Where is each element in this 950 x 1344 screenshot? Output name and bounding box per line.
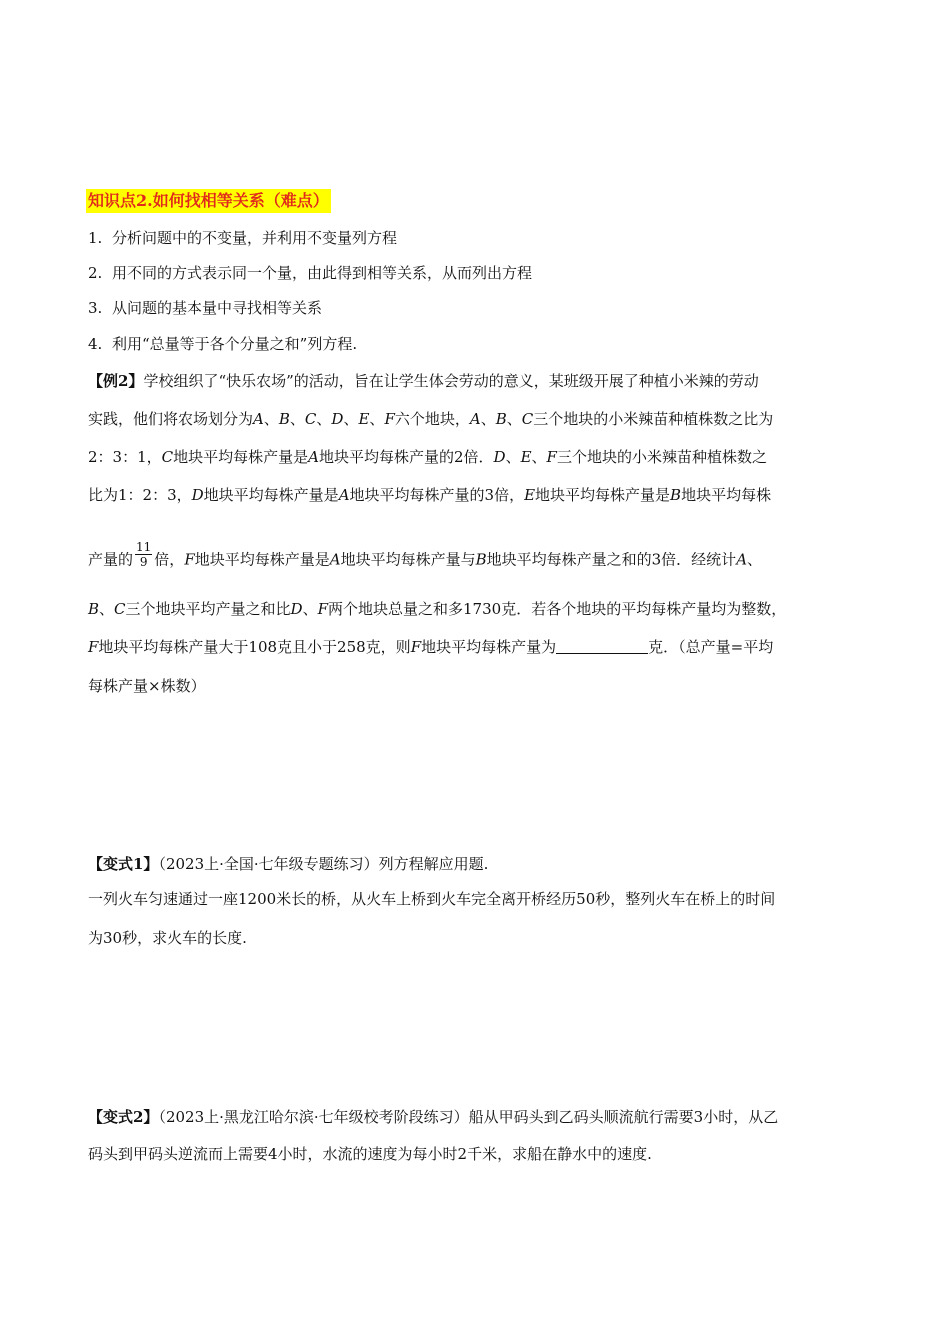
variant1-line-3: 为30秒，求火车的长度.: [88, 929, 247, 947]
list-item: [88, 333, 357, 355]
variant1-line-2: 一列火车匀速通过一座1200米长的桥，从火车上桥到火车完全离开桥经历50秒，整列火车在桥上的时间: [88, 890, 776, 908]
example2-line-2: 实践，他们将农场划分为A、B、C、D、E、F六个地块，A、B、C三个地块的小米辣苗种植株数之比为: [88, 410, 774, 428]
answer-blank[interactable]: [556, 637, 648, 654]
list-item-text: 从问题的基本量中寻找相等关系: [112, 299, 323, 317]
list-item-text: 利用“总量等于各个分量之和”列方程.: [112, 335, 358, 353]
variant2-line-1: 【变式2】（2023上·黑龙江哈尔滨·七年级校考阶段练习）船从甲码头到乙码头顺流航行需要3小时，从乙: [88, 1108, 779, 1126]
example2-line-8: 每株产量×株数）: [88, 677, 206, 695]
variant2-tag: 【变式2】: [88, 1108, 159, 1126]
example2-line-3: 2：3：1，C地块平均每株产量是A地块平均每株产量的2倍．D、E、F三个地块的小米辣苗种植株数之: [88, 448, 767, 466]
example2-line-7: F地块平均每株产量大于108克且小于258克，则F地块平均每株产量为 克．（总产量=平均: [88, 638, 774, 656]
example2-line-6: B、C三个地块平均产量之和比D、F两个地块总量之和多1730克．若各个地块的平均每株产量均为整数，: [88, 600, 787, 618]
list-item-number: 2.: [88, 264, 103, 282]
example2-line-4: 比为1：2：3，D地块平均每株产量是A地块平均每株产量的3倍，E地块平均每株产量是B地块平均每株: [88, 486, 772, 504]
variant1-line-1: [88, 852, 488, 876]
example2-tag: 【例2】: [88, 372, 144, 390]
list-item-number: 4.: [88, 335, 103, 353]
variant2-line-2: 码头到甲码头逆流而上需要4小时，水流的速度为每小时2千米，求船在静水中的速度.: [88, 1145, 652, 1163]
list-item: [88, 262, 532, 284]
fraction: [135, 540, 152, 569]
variant1-source: （2023上·全国·七年级专题练习）列方程解应用题.: [158, 855, 489, 873]
example2-line-1: 【例2】学校组织了“快乐农场”的活动，旨在让学生体会劳动的意义，某班级开展了种植小米辣的劳动: [88, 372, 759, 390]
list-item: [88, 227, 397, 249]
fraction-numerator: 11: [136, 540, 152, 554]
example2-line-5: 产量的 $\frac{11}{9}$ 倍，F地块平均每株产量是A地块平均每株产量与B地块平均每株产量之和的3倍．经统计A、: [88, 540, 763, 569]
section-heading: 知识点2.如何找相等关系（难点）: [86, 189, 331, 213]
list-item-number: 1.: [88, 229, 103, 247]
variant1-tag: 【变式1】: [88, 855, 159, 873]
list-item-number: 3.: [88, 299, 103, 317]
list-item-text: 用不同的方式表示同一个量，由此得到相等关系，从而列出方程: [112, 264, 533, 282]
list-item: [88, 297, 322, 319]
fraction-denominator: 9: [139, 555, 148, 569]
list-item-text: 分析问题中的不变量，并利用不变量列方程: [112, 229, 398, 247]
